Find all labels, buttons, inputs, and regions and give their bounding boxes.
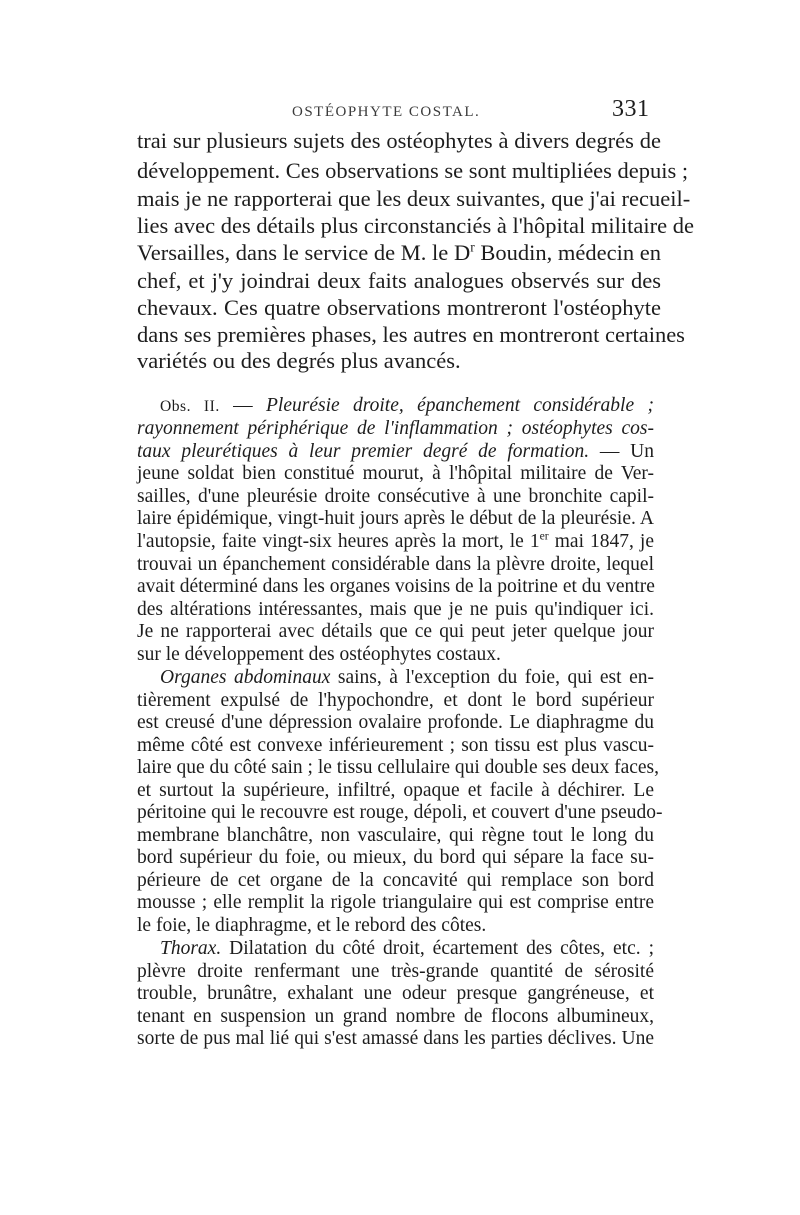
text-line: sorte de pus mal lié qui s'est amassé dans les parties déclives. Une (137, 1028, 654, 1049)
text-line: Thorax. Dilatation du côté droit, écartement des côtes, etc. ; (160, 938, 654, 959)
text-line: développement. Ces observations se sont multipliées depuis ; (137, 158, 689, 183)
running-head: OSTÉOPHYTE COSTAL. (292, 104, 481, 120)
text-line: laire que du côté sain ; le tissu cellulaire qui double ses deux faces, (137, 757, 659, 778)
text-line: des altérations intéressantes, mais que je ne puis qu'indiquer ici. (137, 599, 654, 620)
observation-heading: taux pleurétiques à leur premier degré de formation. — Un (137, 441, 654, 462)
text-line: tenant en suspension un grand nombre de flocons albumineux, (137, 1006, 654, 1027)
text-line: Organes abdominaux sains, à l'exception du foie, qui est en- (160, 667, 654, 688)
text-line: péritoine qui le recouvre est rouge, dépoli, et couvert d'une pseudo- (137, 802, 663, 823)
text-line: trouvai un épanchement considérable dans la plèvre droite, lequel (137, 554, 654, 575)
text-line: dans ses premières phases, les autres en montreront certaines (137, 322, 685, 347)
text-line: sur le développement des ostéophytes costaux. (137, 644, 501, 665)
text-line: variétés ou des degrés plus avancés. (137, 348, 461, 373)
text-line: trai sur plusieurs sujets des ostéophytes à divers degrés de (137, 128, 661, 153)
text-line: laire épidémique, vingt-huit jours après le début de la pleurésie. A (137, 508, 654, 529)
text-line: et surtout la supérieure, infiltré, opaque et facile à déchirer. Le (137, 780, 654, 801)
observation-heading: Obs. II. — Pleurésie droite, épanchement considérable ; (160, 395, 654, 416)
text-line: jeune soldat bien constitué mourut, à l'hôpital militaire de Ver- (137, 463, 654, 484)
text-line: membrane blanchâtre, non vasculaire, qui règne tout le long du (137, 825, 654, 846)
text-line: bord supérieur du foie, ou mieux, du bord qui sépare la face su- (137, 847, 654, 868)
text-line: est creusé d'une dépression ovalaire profonde. Le diaphragme du (137, 712, 654, 733)
text-line: périeure de cet organe de la concavité qui remplace son bord (137, 870, 654, 891)
page-number: 331 (612, 96, 650, 122)
text-line: lies avec des détails plus circonstanciés à l'hôpital militaire de (137, 213, 694, 238)
text-line: même côté est convexe inférieurement ; son tissu est plus vascu- (137, 735, 654, 756)
text-line: avait déterminé dans les organes voisins de la poitrine et du ventre (137, 576, 655, 597)
text-line: plèvre droite renfermant une très-grande quantité de sérosité (137, 961, 654, 982)
text-line: chef, et j'y joindrai deux faits analogues observés sur des (137, 268, 661, 293)
observation-heading: rayonnement périphérique de l'inflammation ; ostéophytes cos- (137, 418, 654, 439)
text-line: mousse ; elle remplit la rigole triangulaire qui est comprise entre (137, 892, 654, 913)
text-line: mais je ne rapporterai que les deux suivantes, que j'ai recueil- (137, 186, 691, 211)
text-line: chevaux. Ces quatre observations montreront l'ostéophyte (137, 295, 661, 320)
text-line: l'autopsie, faite vingt-six heures après la mort, le 1er mai 1847, je (137, 529, 654, 552)
text-line: sailles, d'une pleurésie droite consécutive à une bronchite capil- (137, 486, 654, 507)
text-line: trouble, brunâtre, exhalant une odeur presque gangréneuse, et (137, 983, 654, 1004)
text-line: Je ne rapporterai avec détails que ce qui peut jeter quelque jour (137, 621, 654, 642)
text-line: Versailles, dans le service de M. le $D^r$ Boudin, médecin en (137, 239, 661, 265)
text-line: tièrement expulsé de l'hypochondre, et dont le bord supérieur (137, 690, 654, 711)
text-line: le foie, le diaphragme, et le rebord des côtes. (137, 915, 487, 936)
